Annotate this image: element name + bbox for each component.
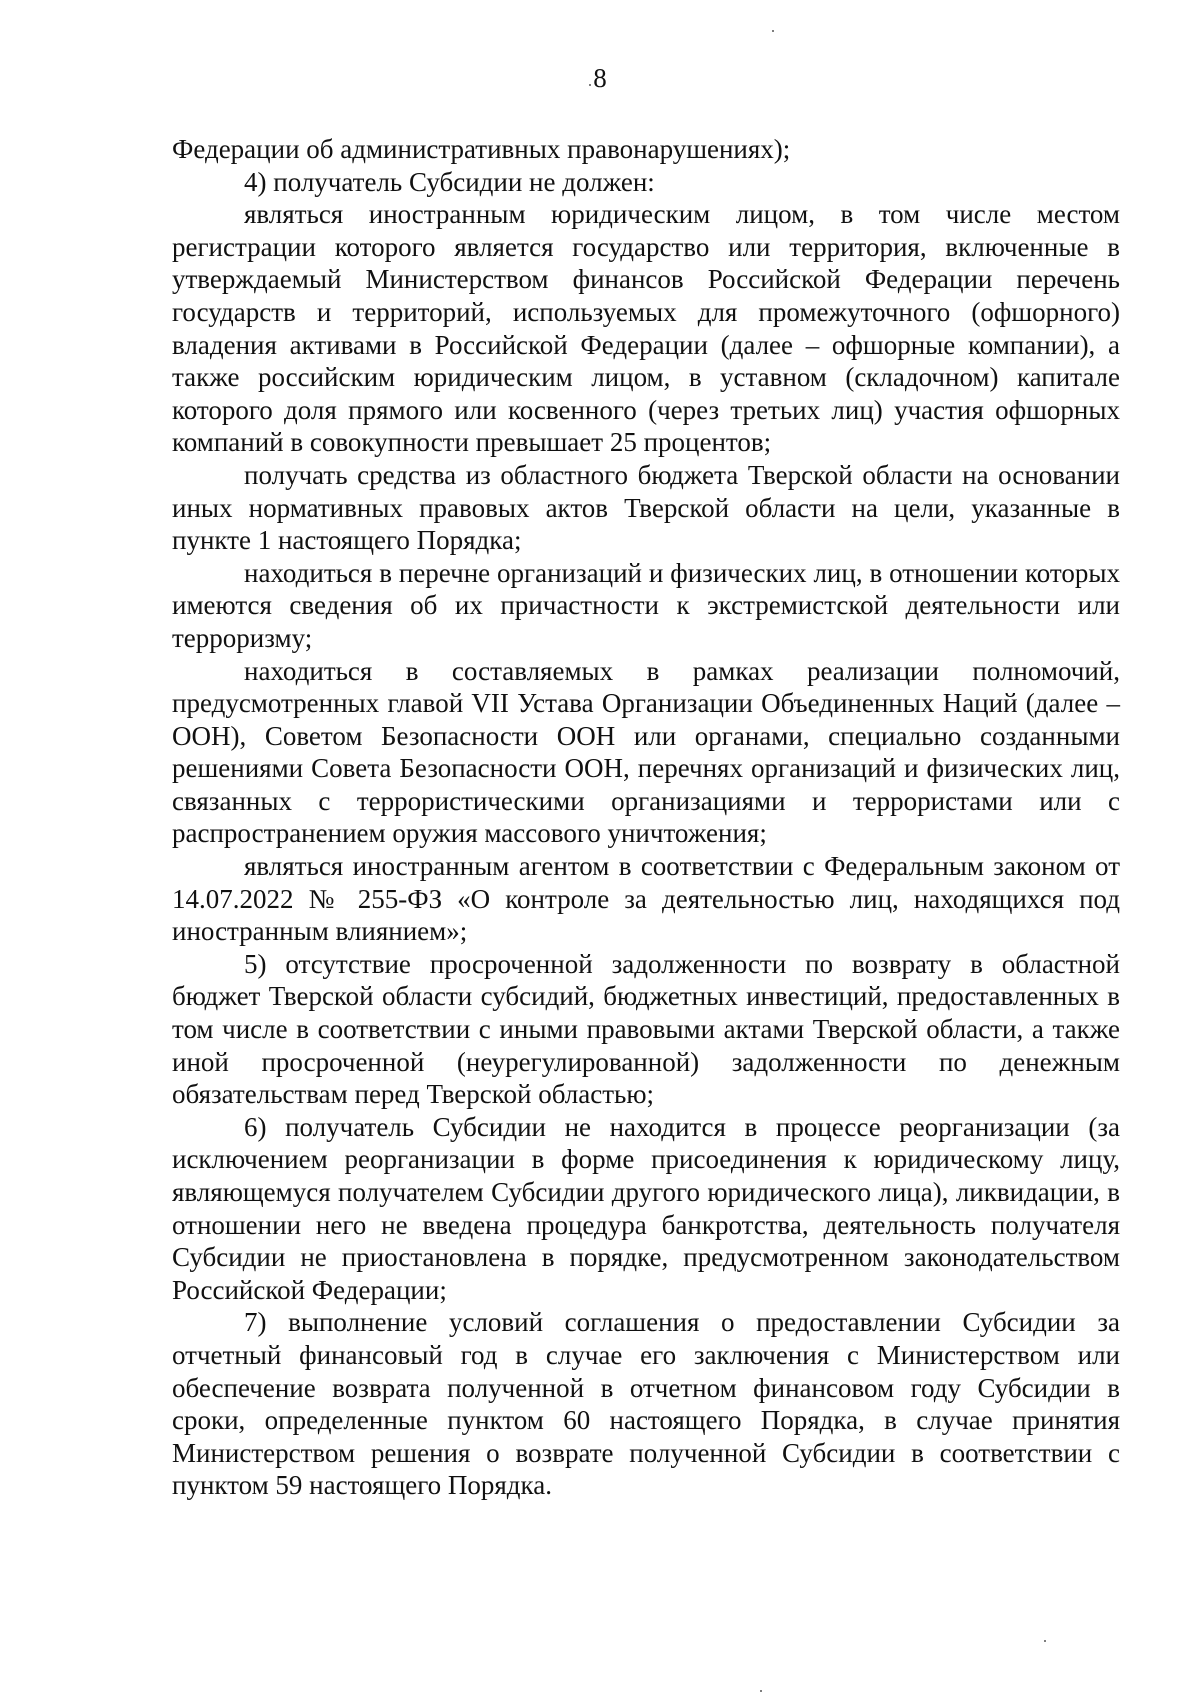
paragraph-other-funding: получать средства из областного бюджета Тверской области на основании иных нормативных правовых актов Тверской области на цели, указанные в пункте 1 настоящего Порядка; [172,459,1120,556]
paragraph-un-lists: находиться в составляемых в рамках реализации полномочий, предусмотренных главой VII Устава Организации Объединенных Наций (далее – ООН), Советом Безопасности ООН или органами, специально созданными решениями Совета Безопасности ООН, перечнях организаций и физических лиц, связанных с террористическими организациями и террористами или с распространением оружия массового уничтожения; [172,655,1120,849]
paragraph-foreign-agent: являться иностранным агентом в соответствии с Федеральным законом от 14.07.2022 № 255-ФЗ «О контроле за деятельностью лиц, находящихся под иностранным влиянием»; [172,851,1120,947]
paragraph-item-5-debt: 5) отсутствие просроченной задолженности по возврату в областной бюджет Тверской области субсидий, бюджетных инвестиций, предоставленных в том числе в соответствии с иными правовыми актами Тверской области, а также иной просроченной (неурегулированной) задолженности по денежным обязательствам перед Тверской областью; [172,948,1120,1110]
paragraph-item-4-heading: 4) получатель Субсидии не должен: [244,166,655,197]
scan-speck [589,84,591,86]
document-body [172,133,1120,1502]
paragraph-item-7-agreement: 7) выполнение условий соглашения о предоставлении Субсидии за отчетный финансовый год в случае его заключения с Министерством или обеспечение возврата полученной в отчетном финансовом году Субсидии в сроки, определенные пунктом 60 настоящего Порядка, в случае принятия Министерством решения о возврате полученной Субсидии в соответствии с пунктом 59 настоящего Порядка. [172,1307,1120,1501]
scan-speck [760,1690,762,1692]
paragraph-continuation: Федерации об административных правонарушениях); [172,134,791,164]
page-number: 8 [593,63,607,93]
paragraph-item-6-reorganization: 6) получатель Субсидии не находится в процессе реорганизации (за исключением реорганизации в форме присоединения к юридическому лицу, являющемуся получателем Субсидии другого юридического лица), ликвидации, в отношении него не введена процедура банкротства, деятельность получателя Субсидии не приостановлена в порядке, предусмотренном законодательством Российской Федерации; [172,1111,1120,1305]
scan-speck [1044,1640,1046,1642]
paragraph-extremism-list: находиться в перечне организаций и физических лиц, в отношении которых имеются сведения об их причастности к экстремистской деятельности или терроризму; [172,557,1120,653]
scan-speck [772,30,774,32]
paragraph-offshore: являться иностранным юридическим лицом, в том числе местом регистрации которого является государство или территория, включенные в утверждаемый Министерством финансов Российской Федерации перечень государств и территорий, используемых для промежуточного (офшорного) владения активами в Российской Федерации (далее – офшорные компании), а также российским юридическим лицом, в уставном (складочном) капитале которого доля прямого или косвенного (через третьих лиц) участия офшорных компаний в совокупности превышает 25 процентов; [172,199,1120,458]
